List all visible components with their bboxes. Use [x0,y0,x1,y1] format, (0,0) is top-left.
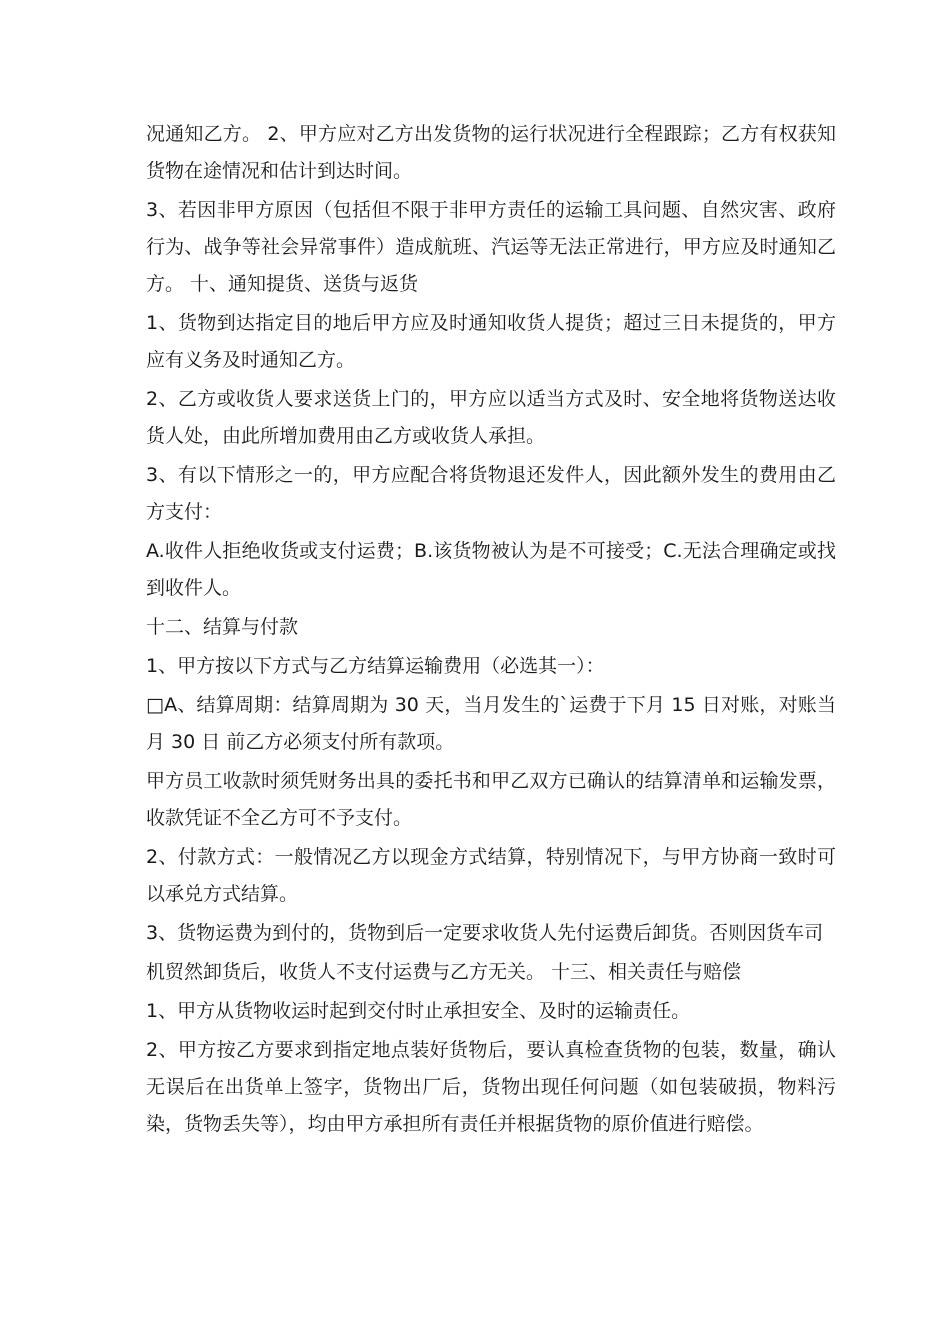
paragraph: 3、有以下情形之一的，甲方应配合将货物退还发件人，因此额外发生的费用由乙方支付： [146,464,836,523]
paragraph: 机贸然卸货后，收货人不支付运费与乙方无关。 十三、相关责任与赔偿 [146,961,742,983]
paragraph: 1、甲方按以下方式与乙方结算运输费用（必选其一）： [146,655,605,677]
section-heading: 十二、结算与付款 [146,616,299,638]
paragraph: 3、若因非甲方原因（包括但不限于非甲方责任的运输工具问题、自然灾害、政府行为、战争等社会异常事件）造成航班、汽运等无法正常进行，甲方应及时通知乙方。 十、通知提货、送货与返货 [146,199,836,295]
paragraph: 况通知乙方。 2、甲方应对乙方出发货物的运行状况进行全程跟踪；乙方有权获知货物在途情况和估计到达时间。 [146,123,836,182]
paragraph: 2、付款方式：一般情况乙方以现金方式结算，特别情况下，与甲方协商一致时可以承兑方式结算。 [146,846,836,905]
paragraph: 3、货物运费为到付的，货物到后一定要求收货人先付运费后卸货。否则因货车司 [146,922,824,944]
paragraph: 1、甲方从货物收运时起到交付时止承担安全、及时的运输责任。 [146,1000,691,1022]
paragraph: A.收件人拒绝收货或支付运费；B.该货物被认为是不可接受；C.无法合理确定或找到收件人。 [146,540,836,599]
paragraph: 甲方员工收款时须凭财务出具的委托书和甲乙双方已确认的结算清单和运输发票，收款凭证不全乙方可不予支付。 [146,770,836,829]
paragraph: 2、乙方或收货人要求送货上门的，甲方应以适当方式及时、安全地将货物送达收货人处，由此所增加费用由乙方或收货人承担。 [146,388,836,447]
paragraph: □A、结算周期：结算周期为 30 天，当月发生的`运费于下月 15 日对账，对账当月 30 日 前乙方必须支付所有款项。 [146,694,836,753]
paragraph: 2、甲方按乙方要求到指定地点装好货物后，要认真检查货物的包装，数量，确认无误后在出货单上签字，货物出厂后，货物出现任何问题（如包装破损，物料污染，货物丢失等），均由甲方承担所有责任并根据货物的原价值进行赔偿。 [146,1039,836,1135]
paragraph: 1、货物到达指定目的地后甲方应及时通知收货人提货；超过三日未提货的，甲方应有义务及时通知乙方。 [146,312,836,371]
document-body [146,116,836,1145]
